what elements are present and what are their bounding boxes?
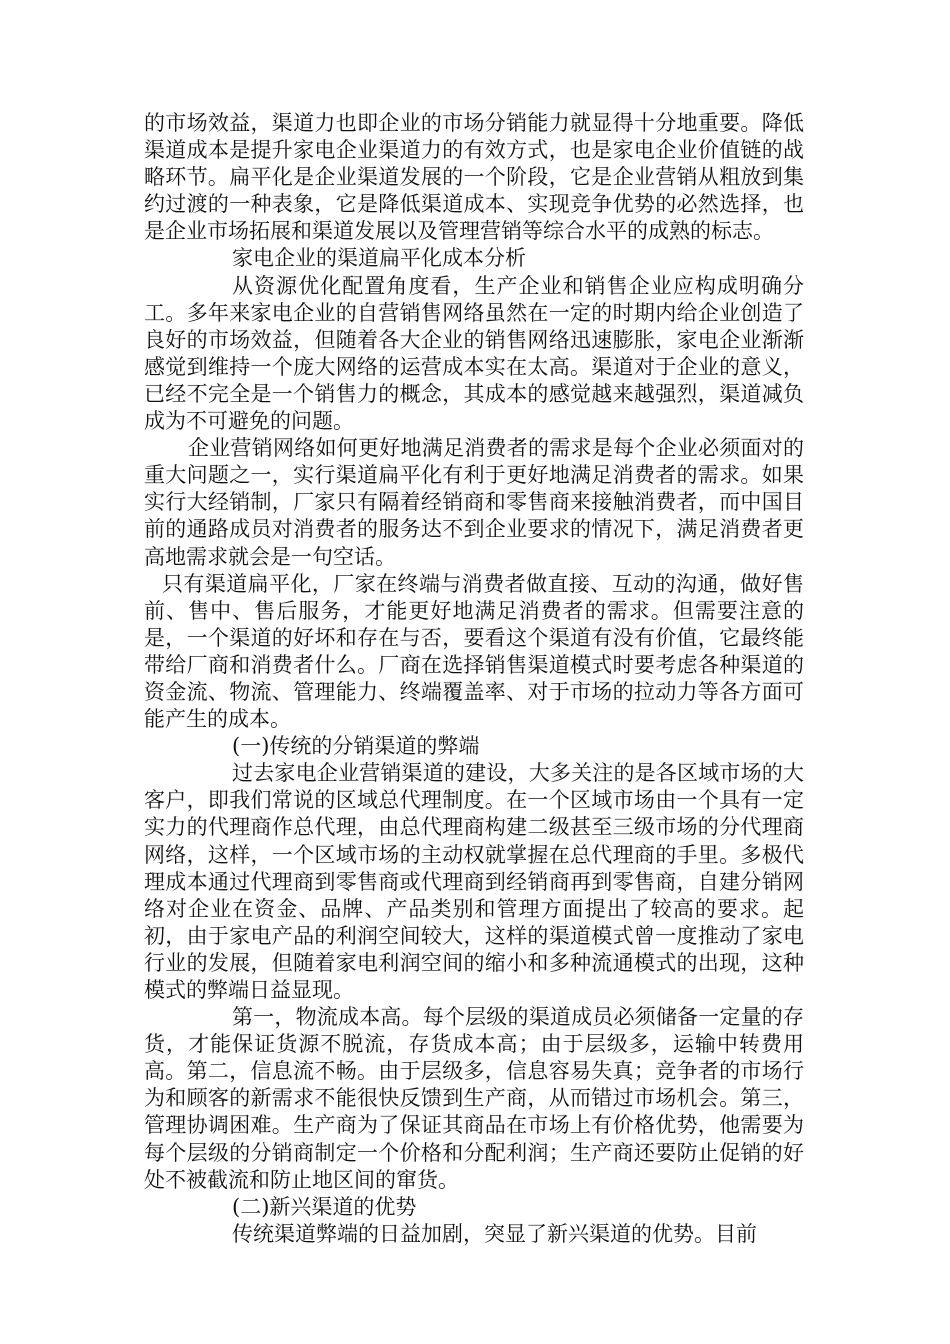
paragraph-consumer-demand: 企业营销网络如何更好地满足消费者的需求是每个企业必须面对的重大问题之一，实行渠道扁平化有利于更好地满足消费者的需求。如果实行大经销制，厂家只有隔着经销商和零售商来接触消费者，而中国目前的通路成员对消费者的服务达不到企业要求的情况下，满足消费者更高地需求就会是一句空话。 <box>144 436 804 569</box>
paragraph-channel-flattening: 只有渠道扁平化，厂家在终端与消费者做直接、互动的沟通，做好售前、售中、售后服务，才能更好地满足消费者的需求。但需要注意的是，一个渠道的好坏和存在与否，要看这个渠道有没有价值，它最终能带给厂商和消费者什么。厂商在选择销售渠道模式时要考虑各种渠道的资金流、物流、管理能力、终端覆盖率、对于市场的拉动力等各方面可能产生的成本。 <box>144 571 804 732</box>
paragraph-new-channel: 传统渠道弊端的日益加剧，突显了新兴渠道的优势。目前 <box>232 1221 757 1246</box>
section-heading-traditional-channel: (一)传统的分销渠道的弊端 <box>232 734 480 759</box>
paragraph-resource-allocation: 从资源优化配置角度看，生产企业和销售企业应构成明确分工。多年来家电企业的自营销售网络虽然在一定的时期内给企业创造了良好的市场效益，但随着各大企业的销售网络迅速膨胀，家电企业渐渐感觉到维持一个庞大网络的运营成本实在太高。渠道对于企业的意义，已经不完全是一个销售力的概念，其成本的感觉越来越强烈，渠道减负成为不可避免的问题。 <box>144 273 804 434</box>
paragraph-market-benefit: 的市场效益，渠道力也即企业的市场分销能力就显得十分地重要。降低渠道成本是提升家电企业渠道力的有效方式，也是家电企业价值链的战略环节。扁平化是企业渠道发展的一个阶段，它是企业营销从粗放到集约过渡的一种表象，它是降低渠道成本、实现竞争优势的必然选择，也是企业市场拓展和渠道发展以及管理营销等综合水平的成熟的标志。 <box>144 111 804 244</box>
paragraph-disadvantages: 第一，物流成本高。每个层级的渠道成员必须储备一定量的存货，才能保证货源不脱流，存货成本高；由于层级多，运输中转费用高。第二，信息流不畅。由于层级多，信息容易失真；竞争者的市场行为和顾客的新需求不能很快反馈到生产商，从而错过市场机会。第三，管理协调困难。生产商为了保证其商品在市场上有价格优势，他需要为每个层级的分销商制定一个价格和分配利润；生产商还要防止促销的好处不被截流和防止地区间的窜货。 <box>144 1005 804 1192</box>
document-body <box>144 110 804 1248</box>
paragraph-traditional-channel: 过去家电企业营销渠道的建设，大多关注的是各区域市场的大客户，即我们常说的区域总代理制度。在一个区域市场由一个具有一定实力的代理商作总代理，由总代理商构建二级甚至三级市场的分代理商网络，这样，一个区域市场的主动权就掌握在总代理商的手里。多极代理成本通过代理商到零售商或代理商到经销商再到零售商，自建分销网络对企业在资金、品牌、产品类别和管理方面提出了较高的要求。起初，由于家电产品的利润空间较大，这样的渠道模式曾一度推动了家电行业的发展，但随着家电利润空间的缩小和多种流通模式的出现，这种模式的弊端日益显现。 <box>144 761 804 1002</box>
section-heading-new-channel: (二)新兴渠道的优势 <box>232 1194 417 1219</box>
section-heading-flattening-cost: 家电企业的渠道扁平化成本分析 <box>232 246 526 271</box>
